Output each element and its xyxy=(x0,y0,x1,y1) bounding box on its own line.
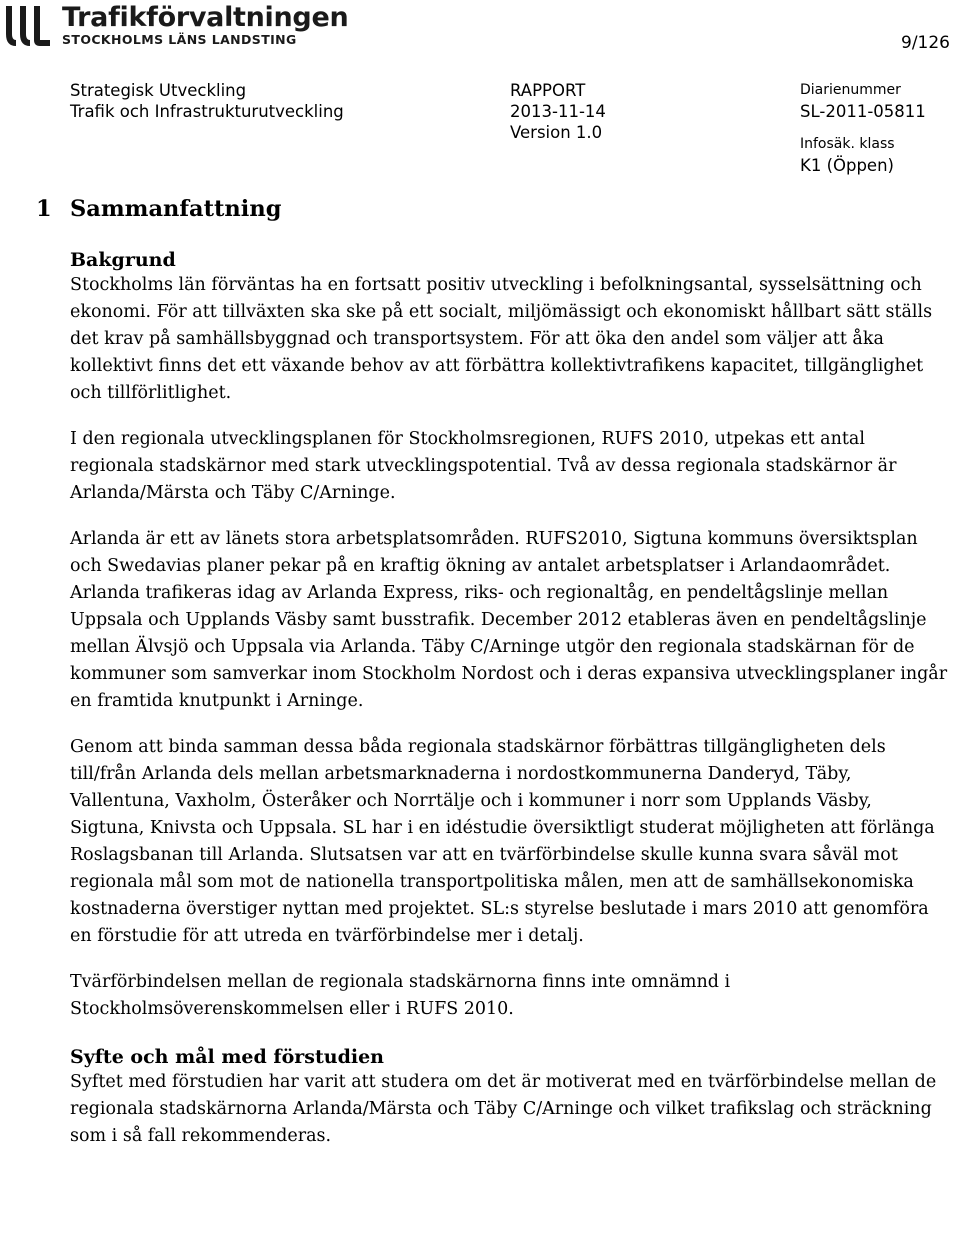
header-report-info xyxy=(510,80,606,143)
paragraph-3: Arlanda är ett av länets stora arbetsplatsområden. RUFS2010, Sigtuna kommuns översiktsplan och Swedavias planer pekar på en kraftig ökning av antalet arbetsplatser i Arlandaområdet. Arlanda trafikeras idag av Arlanda Express, riks- och regionaltåg, en pendeltågslinje mellan Uppsala och Upplands Väsby samt busstrafik. December 2012 etableras även en pendeltågslinje mellan Älvsjö och Uppsala via Arlanda. Täby C/Arninge utgör den regionala stadskärnan för de kommuner som samverkar inom Stockholm Nordost och i deras expansiva utvecklingsplaner ingår en framtida knutpunkt i Arninge. xyxy=(70,529,948,711)
section-title: Sammanfattning xyxy=(70,196,282,222)
security-class-value: K1 (Öppen) xyxy=(800,156,894,175)
diary-number-value: SL-2011-05811 xyxy=(800,102,926,121)
document-body xyxy=(36,192,950,1150)
security-class-label: Infosäk. klass xyxy=(800,136,895,152)
paragraph-4: Genom att binda samman dessa båda regionala stadskärnor förbättras tillgängligheten dels till/från Arlanda dels mellan arbetsmarknaderna i nordostkommunerna Danderyd, Täby, Vallentuna, Vaxholm, Österåker och Norrtälje och i kommuner i norr som Upplands Väsby, Sigtuna, Knivsta och Uppsala. SL har i en idéstudie översiktligt studerat möjligheten att förlänga Roslagsbanan till Arlanda. Slutsatsen var att en tvärförbindelse skulle kunna svara såväl mot regionala mål som mot de nationella transportpolitiska målen, men att de samhällsekonomiska kostnaderna överstiger nyttan med projektet. SL:s styrelse beslutade i mars 2010 att genomföra en förstudie för att utreda en tvärförbindelse mer i detalj. xyxy=(70,737,935,946)
report-version: Version 1.0 xyxy=(510,123,603,142)
section-heading xyxy=(36,192,950,226)
header-department xyxy=(70,80,344,122)
page-number: 9/126 xyxy=(901,33,950,53)
paragraph-1: Stockholms län förväntas ha en fortsatt positiv utveckling i befolkningsantal, sysselsättning och ekonomi. För att tillväxten ska ske på ett socialt, miljömässigt och ekonomiskt hållbart sätt ställs det krav på samhällsbyggnad och transportsystem. För att öka den andel som väljer att åka kollektivt finns det ett växande behov av att förbättra kollektivtrafikens kapacitet, tillgänglighet och tillförlitlighet. xyxy=(70,275,933,403)
purpose-paragraph: Syftet med förstudien har varit att studera om det är motiverat med en tvärförbindelse mellan de regionala stadskärnorna Arlanda/Märsta och Täby C/Arninge och vilket trafikslag och sträckning som i så fall rekommenderas. xyxy=(70,1072,937,1146)
header-classification xyxy=(800,80,926,176)
organization-logo xyxy=(2,4,348,50)
logo-name: Trafikförvaltningen xyxy=(62,2,349,33)
report-type: RAPPORT xyxy=(510,81,586,100)
trafikforvaltningen-logo-icon xyxy=(2,4,54,50)
logo-subtitle: STOCKHOLMS LÄNS LANDSTING xyxy=(62,32,297,47)
paragraph-2: I den regionala utvecklingsplanen för Stockholmsregionen, RUFS 2010, utpekas ett antal regionala stadskärnor med stark utvecklingspotential. Två av dessa regionala stadskärnor är Arlanda/Märsta och Täby C/Arninge. xyxy=(70,429,897,503)
heading-background: Bakgrund xyxy=(70,249,176,271)
diary-number-label: Diarienummer xyxy=(800,82,901,98)
section-number: 1 xyxy=(36,196,52,222)
report-date: 2013-11-14 xyxy=(510,102,606,121)
department-subline: Trafik och Infrastrukturutveckling xyxy=(70,102,344,121)
paragraph-5: Tvärförbindelsen mellan de regionala stadskärnorna finns inte omnämnd i Stockholmsöverenskommelsen eller i RUFS 2010. xyxy=(70,972,731,1019)
department-line: Strategisk Utveckling xyxy=(70,81,247,100)
heading-purpose: Syfte och mål med förstudien xyxy=(70,1046,384,1068)
